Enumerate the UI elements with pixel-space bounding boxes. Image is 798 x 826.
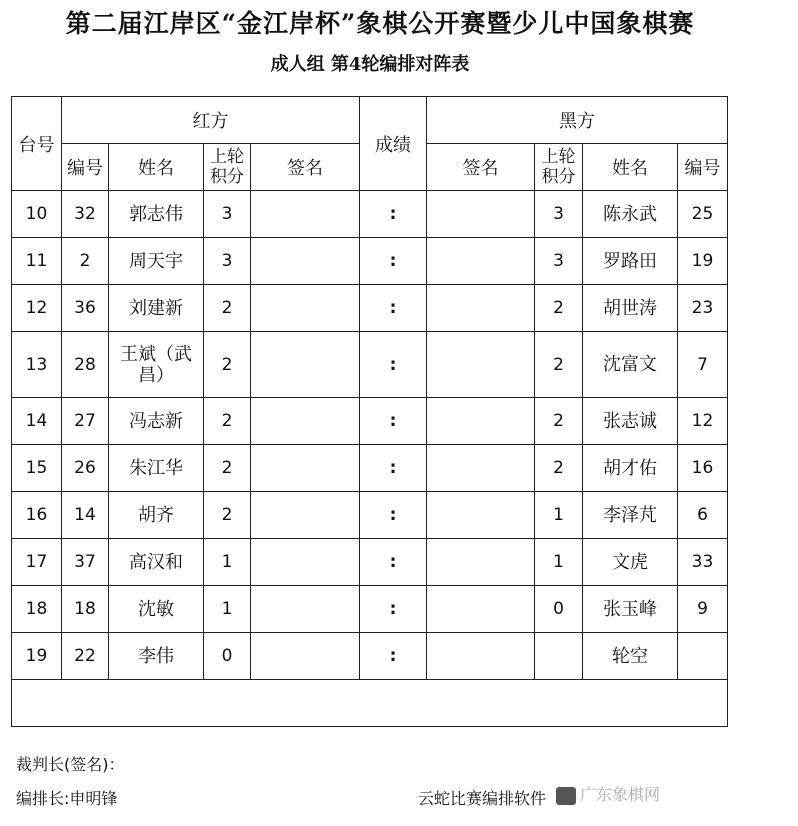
red-number-cell: 18 [62, 586, 109, 633]
header-red-name: 姓名 [109, 144, 204, 191]
result-cell: : [360, 492, 427, 539]
red-sign-cell [251, 586, 360, 633]
black-name-cell: 张玉峰 [583, 586, 678, 633]
red-score-cell: 2 [204, 445, 251, 492]
table-row [12, 332, 728, 398]
red-sign-cell [251, 398, 360, 445]
red-number-cell: 36 [62, 285, 109, 332]
red-number-cell: 28 [62, 332, 109, 398]
black-sign-cell [427, 445, 535, 492]
header-black-number: 编号 [678, 144, 728, 191]
black-score-cell: 1 [535, 539, 583, 586]
red-name-cell: 周天宇 [109, 238, 204, 285]
header-result: 成绩 [360, 97, 427, 191]
board-cell: 14 [12, 398, 62, 445]
page-subtitle: 成人组 第4轮编排对阵表 [270, 54, 470, 75]
black-number-cell: 33 [678, 539, 728, 586]
black-sign-cell [427, 191, 535, 238]
black-sign-cell [427, 633, 535, 680]
black-name-cell: 轮空 [583, 633, 678, 680]
red-sign-cell [251, 539, 360, 586]
black-score-cell [535, 633, 583, 680]
black-score-cell: 2 [535, 332, 583, 398]
result-cell: : [360, 586, 427, 633]
board-cell: 12 [12, 285, 62, 332]
red-name-cell: 刘建新 [109, 285, 204, 332]
result-cell: : [360, 238, 427, 285]
red-number-cell: 27 [62, 398, 109, 445]
table-row [12, 398, 728, 445]
table-row [12, 539, 728, 586]
red-score-cell: 1 [204, 539, 251, 586]
black-score-cell: 0 [535, 586, 583, 633]
red-score-cell: 1 [204, 586, 251, 633]
table-row [12, 191, 728, 238]
black-sign-cell [427, 332, 535, 398]
red-name-cell: 郭志伟 [109, 191, 204, 238]
red-number-cell: 32 [62, 191, 109, 238]
black-number-cell: 19 [678, 238, 728, 285]
header-red-number: 编号 [62, 144, 109, 191]
table-row [12, 586, 728, 633]
board-cell: 16 [12, 492, 62, 539]
red-name-cell: 胡齐 [109, 492, 204, 539]
red-name-cell: 冯志新 [109, 398, 204, 445]
header-red-sign: 签名 [251, 144, 360, 191]
black-score-cell: 1 [535, 492, 583, 539]
black-number-cell: 9 [678, 586, 728, 633]
result-cell: : [360, 285, 427, 332]
red-sign-cell [251, 238, 360, 285]
black-sign-cell [427, 539, 535, 586]
result-cell: : [360, 633, 427, 680]
header-red-score: 上轮 积分 [204, 144, 251, 191]
red-sign-cell [251, 445, 360, 492]
black-sign-cell [427, 238, 535, 285]
board-cell: 13 [12, 332, 62, 398]
red-name-cell: 王斌（武昌） [109, 332, 204, 398]
result-cell: : [360, 398, 427, 445]
black-score-cell: 2 [535, 285, 583, 332]
header-red: 红方 [62, 97, 360, 144]
software-label: 云蛇比赛编排软件 [418, 789, 547, 808]
red-sign-cell [251, 633, 360, 680]
red-number-cell: 26 [62, 445, 109, 492]
header-black-name: 姓名 [583, 144, 678, 191]
result-cell: : [360, 191, 427, 238]
empty-row [12, 680, 728, 727]
black-score-cell: 2 [535, 445, 583, 492]
referee-signature-label: 裁判长(签名)： [16, 755, 125, 774]
red-sign-cell [251, 332, 360, 398]
black-name-cell: 文虎 [583, 539, 678, 586]
black-name-cell: 胡世涛 [583, 285, 678, 332]
header-black: 黑方 [427, 97, 728, 144]
red-score-cell: 3 [204, 238, 251, 285]
black-score-cell: 3 [535, 238, 583, 285]
red-number-cell: 2 [62, 238, 109, 285]
header-black-sign: 签名 [427, 144, 535, 191]
black-name-cell: 胡才佑 [583, 445, 678, 492]
black-score-cell: 2 [535, 398, 583, 445]
red-number-cell: 22 [62, 633, 109, 680]
table-row [12, 492, 728, 539]
red-sign-cell [251, 285, 360, 332]
header-board: 台号 [12, 97, 62, 191]
red-name-cell: 高汉和 [109, 539, 204, 586]
black-number-cell: 25 [678, 191, 728, 238]
arranger-label: 编排长:申明锋 [16, 789, 118, 808]
black-name-cell: 沈富文 [583, 332, 678, 398]
black-name-cell: 罗路田 [583, 238, 678, 285]
page-title: 第二届江岸区“金江岸杯”象棋公开赛暨少儿中国象棋赛 [65, 9, 695, 38]
result-cell: : [360, 332, 427, 398]
red-sign-cell [251, 191, 360, 238]
table-row [12, 238, 728, 285]
black-sign-cell [427, 398, 535, 445]
black-number-cell [678, 633, 728, 680]
board-cell: 17 [12, 539, 62, 586]
result-cell: : [360, 539, 427, 586]
pairing-table [11, 96, 728, 727]
red-score-cell: 2 [204, 332, 251, 398]
black-sign-cell [427, 586, 535, 633]
red-score-cell: 2 [204, 398, 251, 445]
red-number-cell: 37 [62, 539, 109, 586]
red-name-cell: 李伟 [109, 633, 204, 680]
table-row [12, 445, 728, 492]
table-row [12, 633, 728, 680]
black-number-cell: 6 [678, 492, 728, 539]
header-black-score: 上轮 积分 [535, 144, 583, 191]
board-cell: 15 [12, 445, 62, 492]
black-number-cell: 16 [678, 445, 728, 492]
board-cell: 18 [12, 586, 62, 633]
red-score-cell: 3 [204, 191, 251, 238]
red-name-cell: 朱江华 [109, 445, 204, 492]
black-number-cell: 7 [678, 332, 728, 398]
red-number-cell: 14 [62, 492, 109, 539]
black-name-cell: 陈永武 [583, 191, 678, 238]
black-number-cell: 12 [678, 398, 728, 445]
result-cell: : [360, 445, 427, 492]
black-score-cell: 3 [535, 191, 583, 238]
black-name-cell: 李泽芃 [583, 492, 678, 539]
red-sign-cell [251, 492, 360, 539]
red-name-cell: 沈敏 [109, 586, 204, 633]
table-row [12, 285, 728, 332]
red-score-cell: 0 [204, 633, 251, 680]
empty-cell [12, 680, 728, 727]
red-score-cell: 2 [204, 492, 251, 539]
watermark-logo-icon [556, 787, 576, 805]
black-sign-cell [427, 492, 535, 539]
black-name-cell: 张志诚 [583, 398, 678, 445]
board-cell: 10 [12, 191, 62, 238]
board-cell: 19 [12, 633, 62, 680]
red-score-cell: 2 [204, 285, 251, 332]
board-cell: 11 [12, 238, 62, 285]
black-sign-cell [427, 285, 535, 332]
watermark: 广东象棋网 [556, 782, 660, 805]
black-number-cell: 23 [678, 285, 728, 332]
